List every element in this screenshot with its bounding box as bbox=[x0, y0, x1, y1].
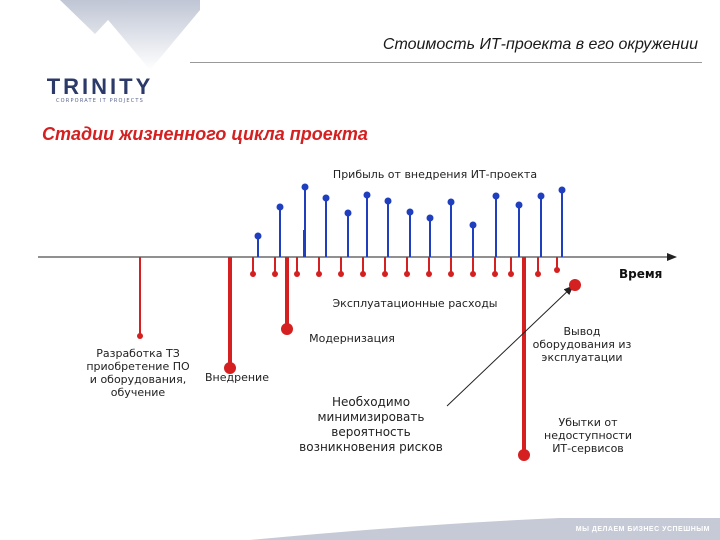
cost-point bbox=[492, 271, 498, 277]
brand-name: TRINITY bbox=[46, 74, 154, 99]
cost-point bbox=[382, 271, 388, 277]
cost-point bbox=[426, 271, 432, 277]
cost-point bbox=[404, 271, 410, 277]
cost-point bbox=[360, 271, 366, 277]
operating-costs-label: Эксплуатационные расходы bbox=[332, 297, 498, 310]
operating-cost-bars bbox=[250, 257, 560, 277]
profit-point bbox=[516, 202, 523, 209]
cost-point bbox=[535, 271, 541, 277]
cost-point bbox=[272, 271, 278, 277]
cost-point bbox=[294, 271, 300, 277]
profit-point bbox=[427, 215, 434, 222]
implementation-label: Внедрение bbox=[205, 371, 269, 384]
profit-point bbox=[493, 193, 500, 200]
profit-point bbox=[364, 192, 371, 199]
profit-point bbox=[407, 209, 414, 216]
profit-point bbox=[448, 199, 455, 206]
footer-slogan: МЫ ДЕЛАЕМ БИЗНЕС УСПЕШНЫМ bbox=[575, 526, 710, 533]
modernization-label: Модернизация bbox=[309, 332, 395, 345]
profit-point bbox=[385, 198, 392, 205]
profit-point bbox=[470, 222, 477, 229]
risk-note-label: Необходимо минимизировать вероятность возникновения рисков bbox=[299, 395, 443, 454]
cost-point bbox=[338, 271, 344, 277]
modernization-point bbox=[281, 323, 293, 335]
profit-point bbox=[559, 187, 566, 194]
profit-point bbox=[255, 233, 262, 240]
cost-point bbox=[470, 271, 476, 277]
cost-point bbox=[250, 271, 256, 277]
time-axis-label: Время bbox=[619, 267, 663, 281]
development-label: Разработка ТЗ приобретение ПО и оборудования, обучение bbox=[86, 347, 190, 399]
losses-point bbox=[518, 449, 530, 461]
losses-label: Убытки от недоступности ИТ-сервисов bbox=[544, 416, 632, 455]
risk-arrow-tip bbox=[569, 279, 581, 291]
profit-point bbox=[302, 184, 309, 191]
profit-label: Прибыль от внедрения ИТ-проекта bbox=[332, 168, 538, 181]
cost-point bbox=[448, 271, 454, 277]
section-title: Стадии жизненного цикла проекта bbox=[42, 124, 368, 144]
brand-tagline: CORPORATE IT PROJECTS bbox=[55, 98, 145, 104]
profit-point bbox=[277, 204, 284, 211]
cost-point bbox=[508, 271, 514, 277]
development-point bbox=[137, 333, 143, 339]
decommission-label: Вывод оборудования из эксплуатации bbox=[532, 325, 632, 364]
profit-point bbox=[323, 195, 330, 202]
profit-bars bbox=[255, 184, 566, 258]
cost-point bbox=[316, 271, 322, 277]
header-title: Стоимость ИТ-проекта в его окружении bbox=[382, 36, 698, 53]
cost-point bbox=[554, 267, 560, 273]
profit-point bbox=[538, 193, 545, 200]
profit-point bbox=[345, 210, 352, 217]
